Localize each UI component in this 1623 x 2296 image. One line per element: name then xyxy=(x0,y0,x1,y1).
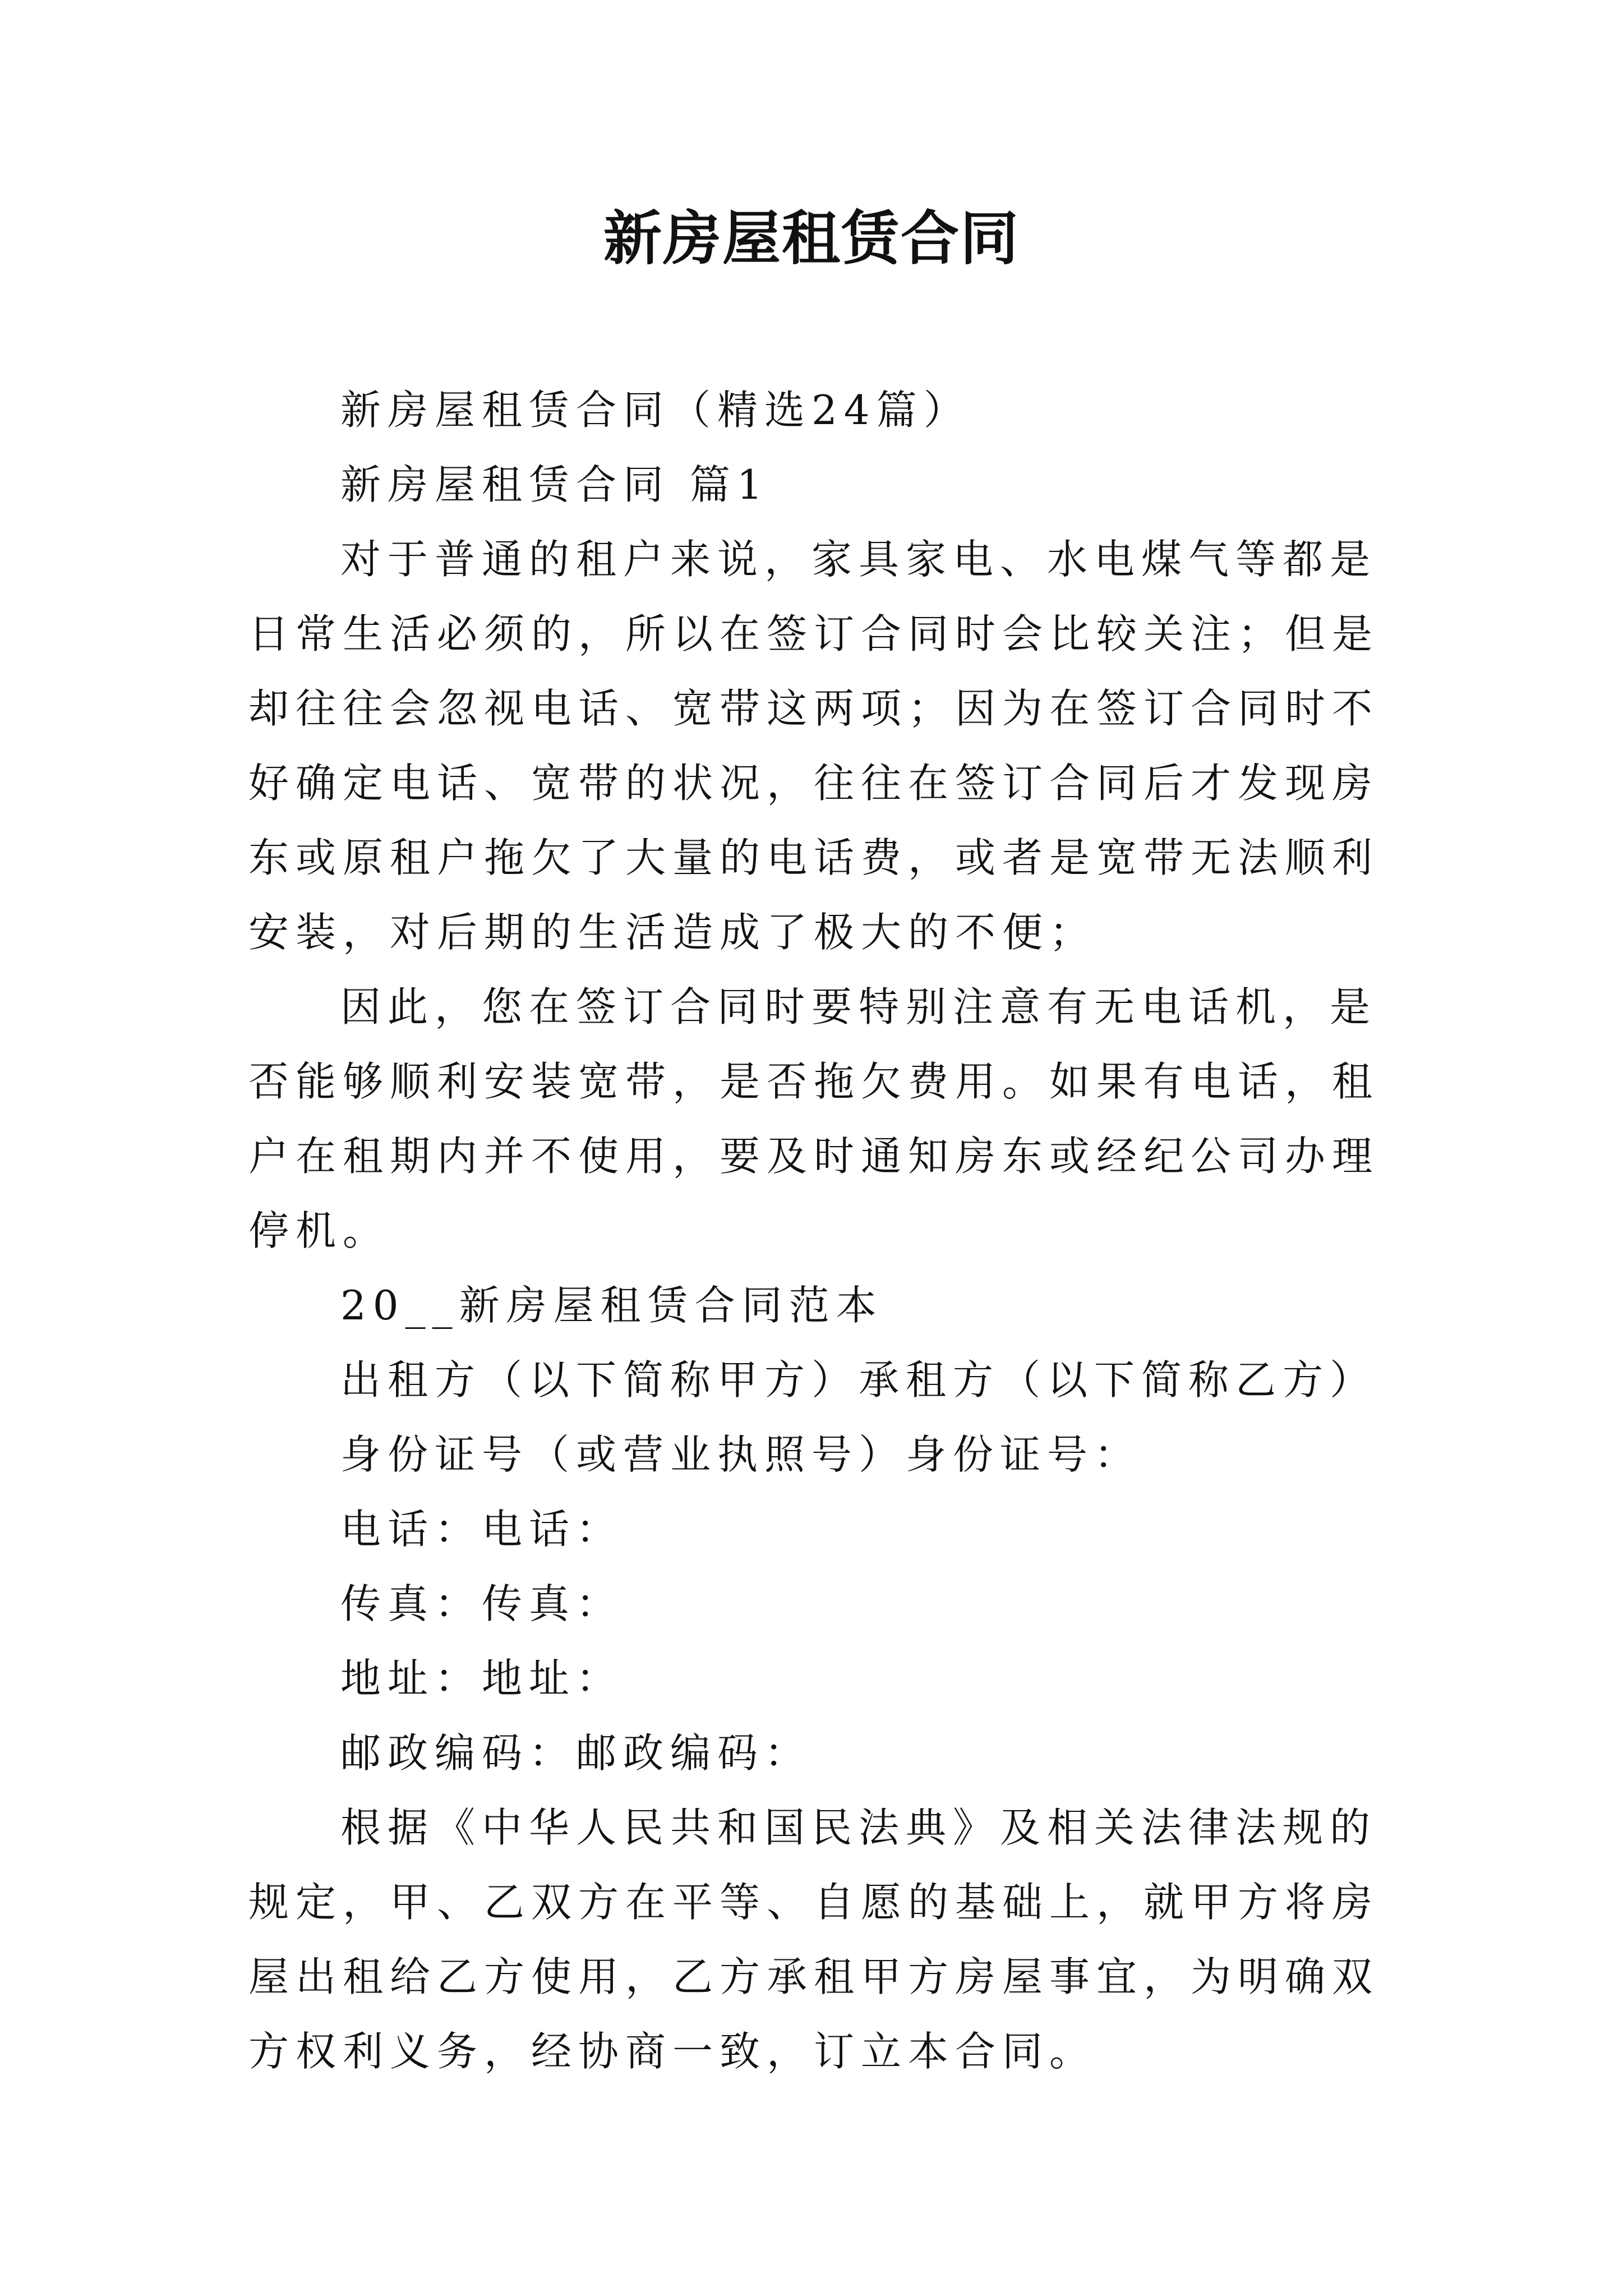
subtitle-paragraph: 新房屋租赁合同（精选24篇） xyxy=(340,386,971,434)
phone-line: 电话：电话： xyxy=(340,1506,624,1553)
id-line: 身份证号（或营业执照号）身份证号： xyxy=(340,1431,1142,1478)
section-heading: 新房屋租赁合同 篇1 xyxy=(340,461,769,508)
body-paragraph: 对于普通的租户来说，家具家电、水电煤气等都是日常生活必须的，所以在签订合同时会比较关注；但是却往往会忽视电话、宽带这两项；因为在签订合同时不好确定电话、宽带的状况，往往在签订合同后才发现房东或原租户拖欠了大量的电话费，或者是宽带无法顺利安装，对后期的生活造成了极大的不便； xyxy=(248,536,1380,956)
address-line: 地址：地址： xyxy=(340,1655,624,1702)
postal-code-line: 邮政编码：邮政编码： xyxy=(340,1729,812,1777)
template-heading: 20__新房屋租赁合同范本 xyxy=(340,1282,883,1329)
document-body xyxy=(248,373,1384,2089)
body-paragraph: 因此，您在签订合同时要特别注意有无电话机，是否能够顺利安装宽带，是否拖欠费用。如果有电话，租户在租期内并不使用，要及时通知房东或经纪公司办理停机。 xyxy=(248,983,1380,1254)
body-paragraph: 根据《中华人民共和国民法典》及相关法律法规的规定，甲、乙双方在平等、自愿的基础上，就甲方将房屋出租给乙方使用，乙方承租甲方房屋事宜，为明确双方权利义务，经协商一致，订立本合同。 xyxy=(248,1804,1380,2075)
party-line: 出租方（以下简称甲方）承租方（以下简称乙方） xyxy=(340,1356,1377,1404)
fax-line: 传真：传真： xyxy=(340,1580,624,1627)
document-title: 新房屋租赁合同 xyxy=(603,204,1020,273)
